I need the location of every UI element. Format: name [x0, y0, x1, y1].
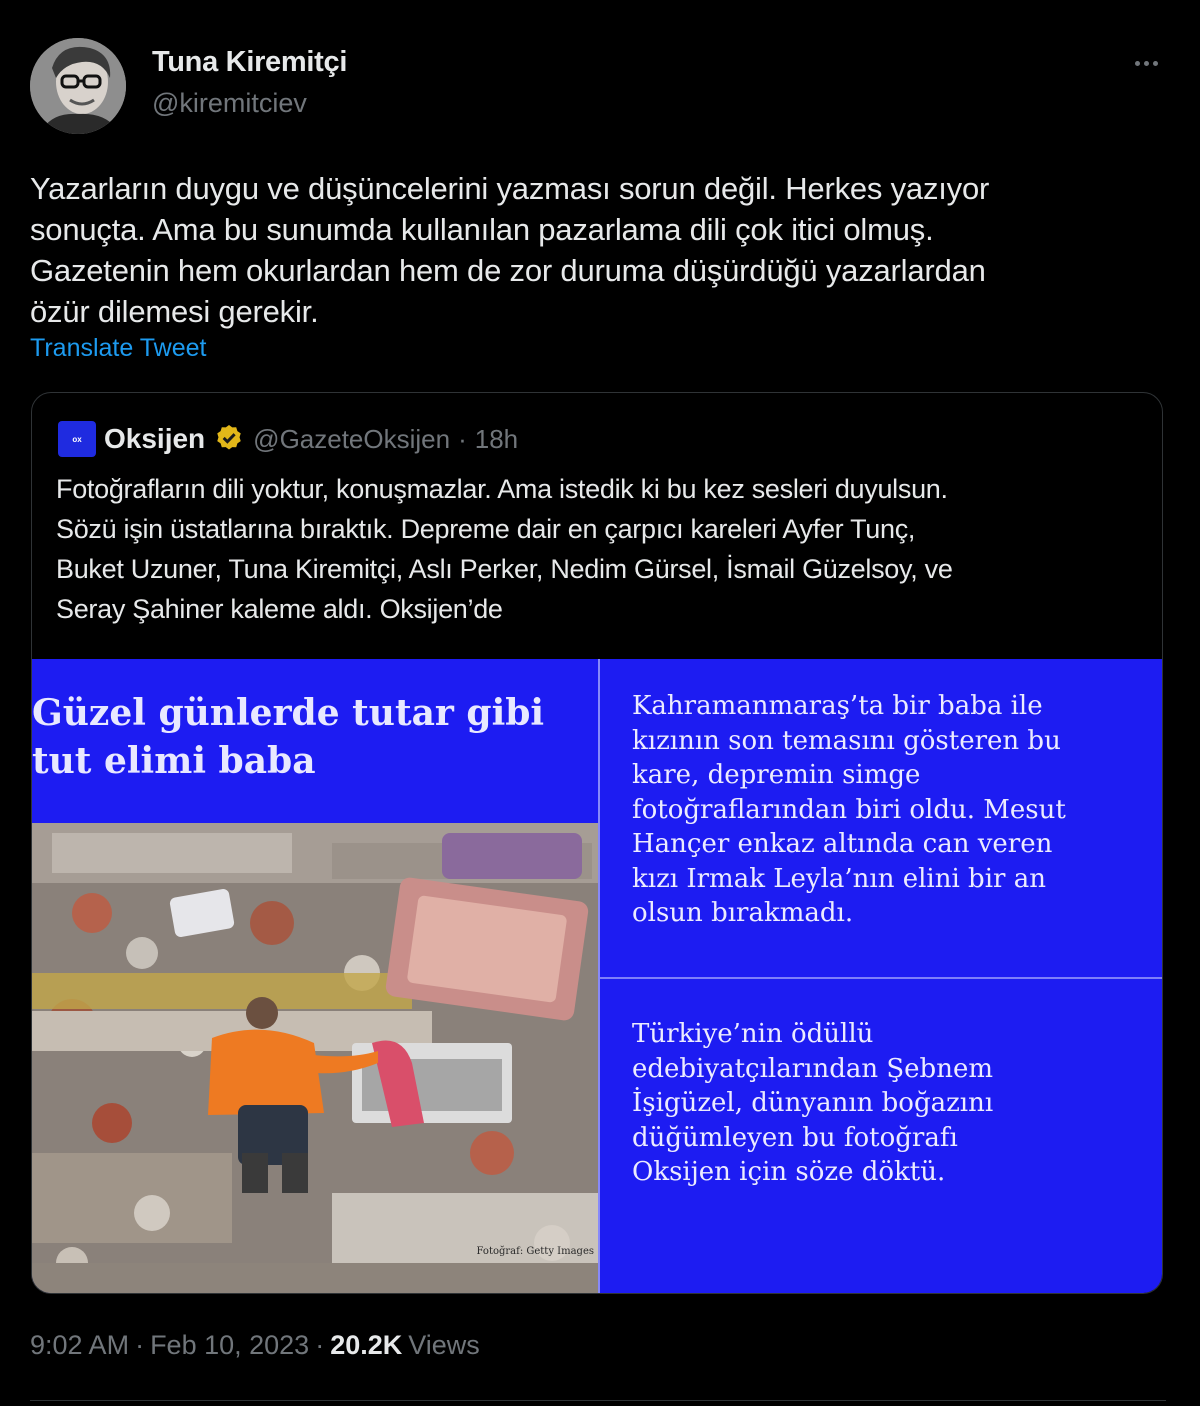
separator-dot: · [135, 1330, 145, 1360]
media-headline: Güzel günlerde tutar gibi tut elimi baba [32, 692, 545, 782]
quoted-tweet-media[interactable] [32, 659, 1163, 1294]
tweet-meta [30, 1330, 480, 1361]
translate-tweet-link[interactable]: Translate Tweet [30, 334, 207, 362]
divider [30, 1400, 1166, 1401]
photo-credit: Fotoğraf: Getty Images [476, 1246, 594, 1257]
author-display-name[interactable]: Tuna Kiremitçi [152, 46, 348, 78]
quoted-author-handle[interactable]: @GazeteOksijen [253, 423, 451, 454]
verified-badge-icon [213, 423, 245, 455]
panel-divider-horizontal [600, 977, 1163, 979]
dot [1135, 61, 1140, 66]
author-avatar[interactable] [30, 38, 126, 134]
quoted-author-name[interactable]: Oksijen [104, 423, 206, 454]
tweet-time[interactable]: 9:02 AM [30, 1330, 130, 1360]
more-options-icon[interactable] [1128, 48, 1164, 78]
quoted-tweet-card[interactable] [31, 392, 1163, 1294]
views-count[interactable]: 20.2K [330, 1330, 403, 1360]
views-label: Views [408, 1330, 480, 1360]
media-panel-caption-1: Kahramanmaraş’ta bir baba ile kızının son temasını gösteren bu kare, depremin simge fotoğraflarından biri oldu. Mesut Hançer enkaz altında can veren kızı Irmak Leyla’nın elini bir an olsun bırakmadı. [632, 691, 1066, 928]
quoted-tweet-text: Fotoğrafların dili yoktur, konuşmazlar. Ama istedik ki bu kez sesleri duyulsun. Sözü işin üstatlarına bıraktık. Depreme dair en çarpıcı kareleri Ayfer Tunç, Buket Uzuner, Tuna Kiremitçi, Aslı Perker, Nedim Gürsel, İsmail Güzelsoy, ve Seray Şahiner kaleme aldı. Oksijen’de [56, 474, 953, 624]
tweet-text: Yazarların duygu ve düşüncelerini yazması sorun değil. Herkes yazıyor sonuçta. Ama bu sunumda kullanılan pazarlama dili çok itici olmuş. Gazetenin hem okurlardan hem de zor duruma düşürdüğü yazarlardan özür dilemesi gerekir. [30, 171, 990, 329]
tweet-date[interactable]: Feb 10, 2023 [150, 1330, 310, 1360]
quoted-tweet-time[interactable]: 18h [474, 423, 519, 454]
separator-dot: · [458, 423, 467, 454]
dot [1153, 61, 1158, 66]
separator-dot: · [315, 1330, 325, 1360]
dot [1144, 61, 1149, 66]
earthquake-photo [32, 823, 598, 1294]
quoted-tweet-header [58, 421, 518, 457]
media-panel-caption-2: Türkiye’nin ödüllü edebiyatçılarından Şebnem İşigüzel, dünyanın boğazını düğümleyen bu fotoğrafı Oksijen için söze döktü. [632, 1019, 994, 1187]
author-handle[interactable]: @kiremitciev [152, 88, 307, 118]
quoted-author-avatar: ox [58, 421, 96, 457]
